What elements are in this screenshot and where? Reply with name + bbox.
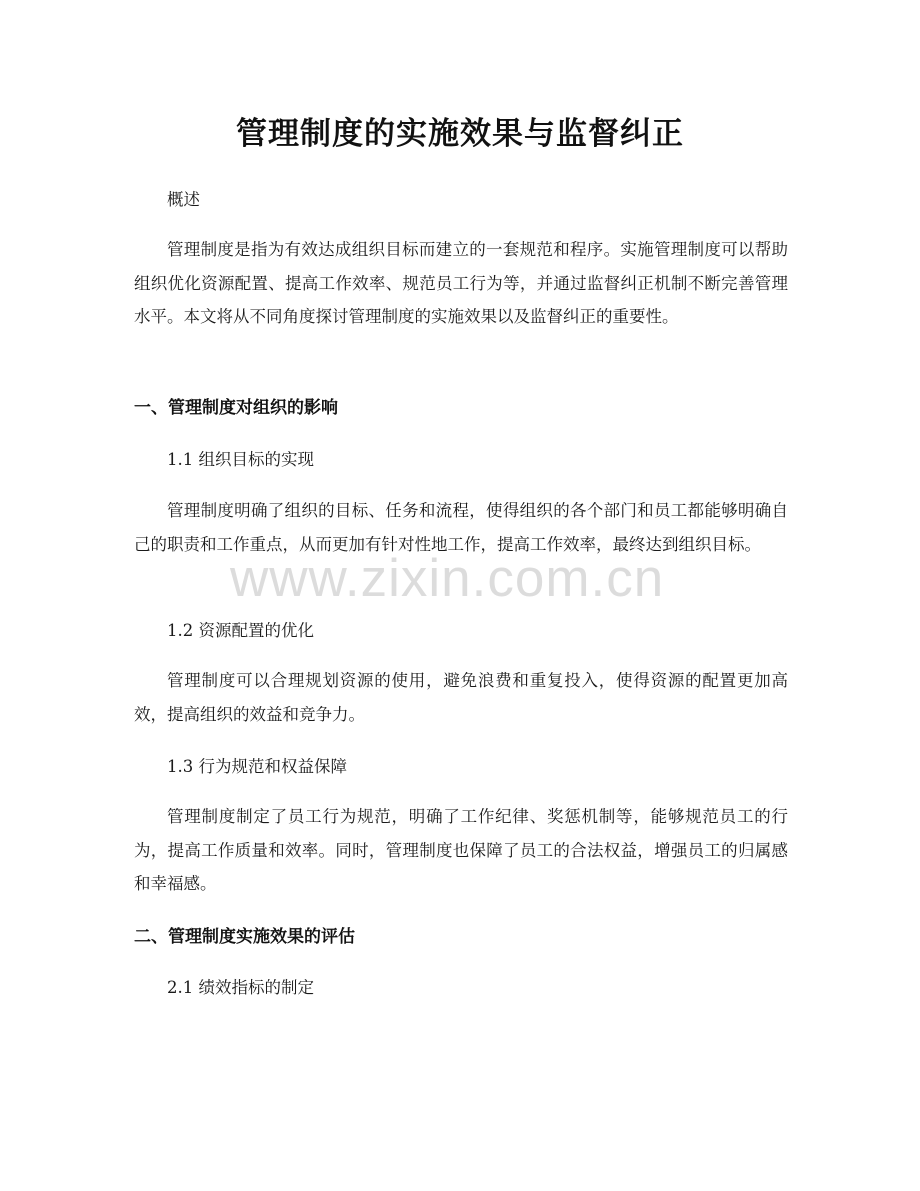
overview-label: 概述 xyxy=(167,190,200,209)
watermark: www.zixin.com.cn xyxy=(230,549,665,608)
subsection-1-3-title: 1.3 行为规范和权益保障 xyxy=(167,757,347,776)
subsection-1-1-title: 1.1 组织目标的实现 xyxy=(167,450,314,469)
overview-paragraph: 管理制度是指为有效达成组织目标而建立的一套规范和程序。实施管理制度可以帮助组织优化资源配置、提高工作效率、规范员工行为等，并通过监督纠正机制不断完善管理水平。本文将从不同角度探讨管理制度的实施效果以及监督纠正的重要性。 xyxy=(134,240,788,326)
section-1-heading: 一、管理制度对组织的影响 xyxy=(134,398,338,418)
subsection-1-2-paragraph: 管理制度可以合理规划资源的使用，避免浪费和重复投入，使得资源的配置更加高效，提高组织的效益和竞争力。 xyxy=(134,671,788,724)
subsection-1-2-title: 1.2 资源配置的优化 xyxy=(167,621,314,640)
subsection-1-1-paragraph: 管理制度明确了组织的目标、任务和流程，使得组织的各个部门和员工都能够明确自己的职责和工作重点，从而更加有针对性地工作，提高工作效率，最终达到组织目标。 xyxy=(134,501,788,554)
subsection-2-1-title: 2.1 绩效指标的制定 xyxy=(167,978,314,997)
document-title: 管理制度的实施效果与监督纠正 xyxy=(236,116,684,152)
subsection-1-3-paragraph: 管理制度制定了员工行为规范，明确了工作纪律、奖惩机制等，能够规范员工的行为，提高工作质量和效率。同时，管理制度也保障了员工的合法权益，增强员工的归属感和幸福感。 xyxy=(134,807,788,893)
section-2-heading: 二、管理制度实施效果的评估 xyxy=(134,927,355,947)
